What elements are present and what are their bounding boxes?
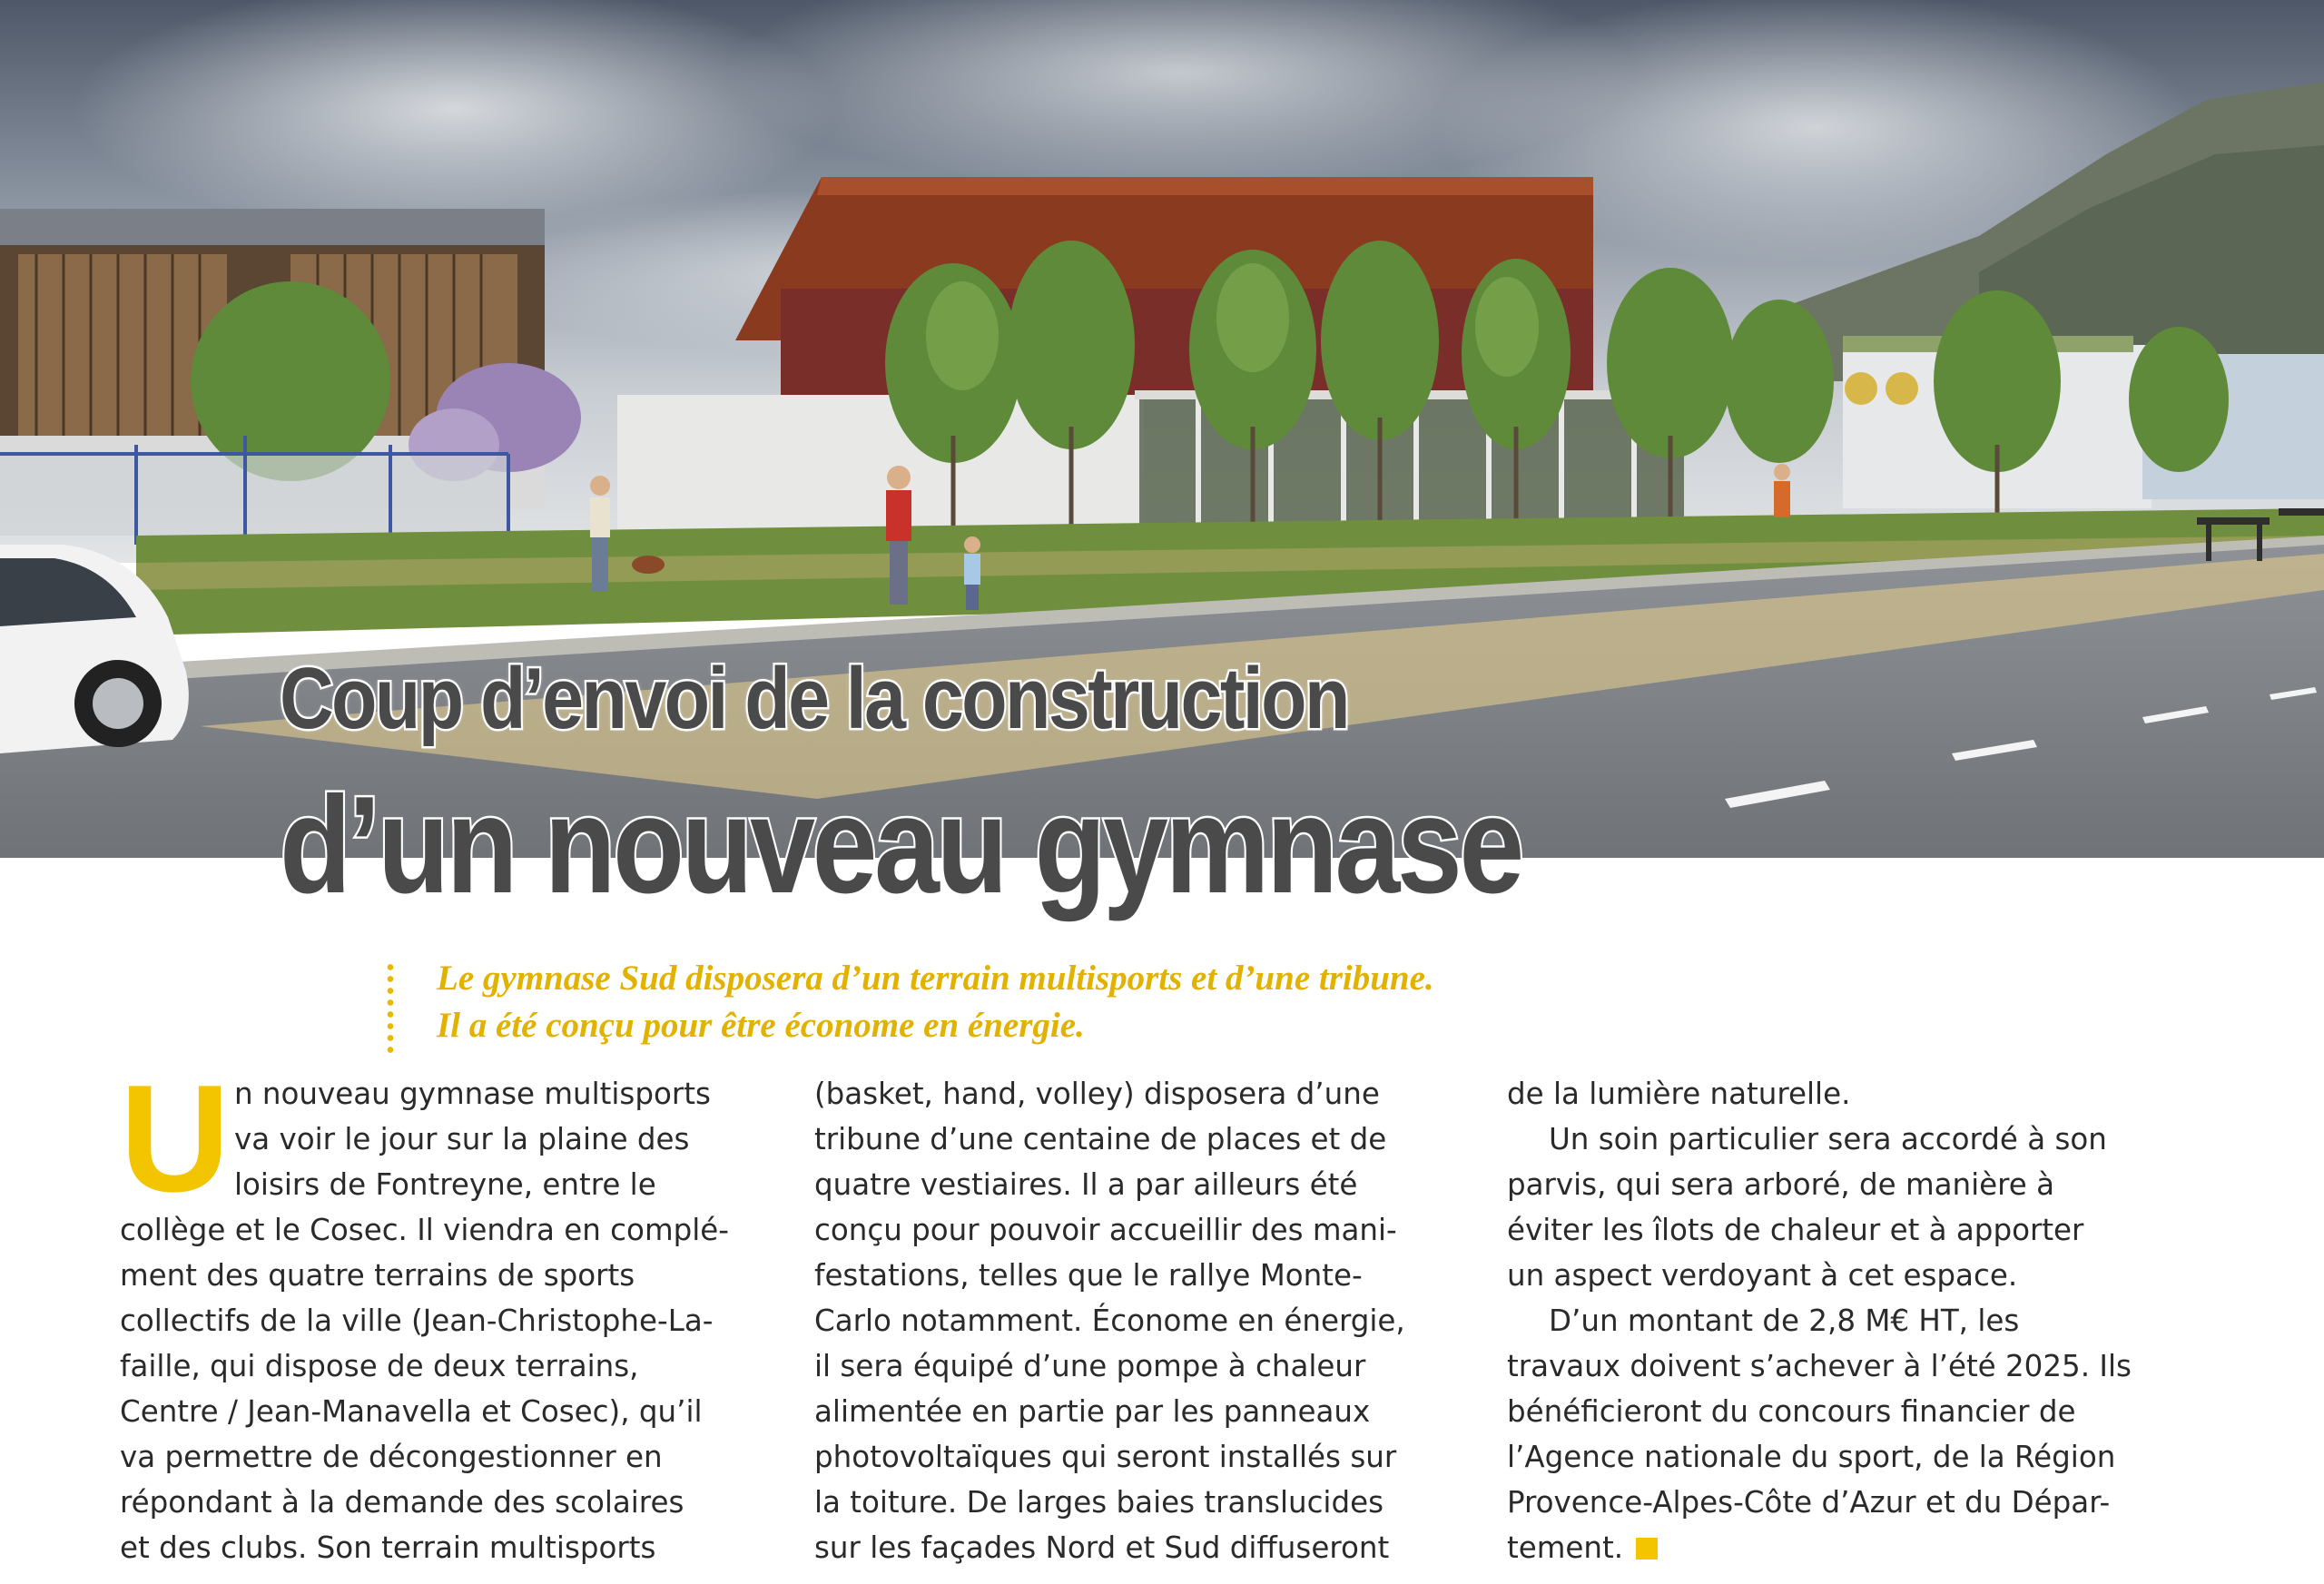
text-line: sur les façades Nord et Sud diffuseront: [814, 1530, 1390, 1565]
text-line: faille, qui dispose de deux terrains,: [120, 1349, 639, 1383]
text-line: tribune d’une centaine de places et de: [814, 1122, 1387, 1156]
text-line: l’Agence nationale du sport, de la Région: [1507, 1440, 2116, 1474]
text-line: ment des quatre terrains de sports: [120, 1258, 635, 1293]
text-line: festations, telles que le rallye Monte-: [814, 1258, 1363, 1293]
text-line: Provence-Alpes-Côte d’Azur et du Dépar-: [1507, 1485, 2111, 1520]
text-line: alimentée en partie par les panneaux: [814, 1394, 1371, 1429]
chapeau-line-2: Il a été conçu pour être économe en énergie.: [437, 1006, 1085, 1045]
headline-line-1: Coup d’envoi de la construction: [280, 650, 1348, 747]
text-line: bénéficieront du concours financier de: [1507, 1394, 2076, 1429]
text-line: Centre / Jean-Manavella et Cosec), qu’il: [120, 1394, 703, 1429]
text-line: va voir le jour sur la plaine des: [234, 1122, 690, 1156]
text-line: travaux doivent s’achever à l’été 2025. Ils: [1507, 1349, 2132, 1383]
text-line: un aspect verdoyant à cet espace.: [1507, 1258, 2018, 1293]
text-line: parvis, qui sera arboré, de manière à: [1507, 1167, 2055, 1202]
text-line: éviter les îlots de chaleur et à apporter: [1507, 1213, 2084, 1247]
article-column-2: [814, 1071, 1450, 1570]
text-line: quatre vestiaires. Il a par ailleurs été: [814, 1167, 1358, 1202]
headline-line-2: d’un nouveau gymnase: [280, 768, 1521, 922]
text-line: va permettre de décongestionner en: [120, 1440, 663, 1474]
article-column-1: [120, 1053, 773, 1570]
fence: [0, 454, 508, 536]
text-line: Carlo notamment. Économe en énergie,: [814, 1304, 1405, 1338]
text-line: Un soin particulier sera accordé à son: [1549, 1122, 2107, 1156]
text-line: n nouveau gymnase multisports: [234, 1077, 711, 1111]
text-line: D’un montant de 2,8 M€ HT, les: [1549, 1304, 2020, 1338]
text-line: la toiture. De larges baies translucides: [814, 1485, 1384, 1520]
text-line: loisirs de Fontreyne, entre le: [234, 1167, 656, 1202]
drop-cap: U: [120, 1053, 231, 1224]
text-line: collège et le Cosec. Il viendra en complé-: [120, 1213, 729, 1247]
article-column-3: [1507, 1071, 2142, 1570]
text-line: (basket, hand, volley) disposera d’une: [814, 1077, 1380, 1111]
text-line: il sera équipé d’une pompe à chaleur: [814, 1349, 1366, 1383]
article-last-line: [1507, 1525, 2142, 1570]
end-of-article-square-icon: [1636, 1538, 1658, 1559]
text-line: répondant à la demande des scolaires: [120, 1485, 684, 1520]
text-line: conçu pour pouvoir accueillir des mani-: [814, 1213, 1397, 1247]
text-line: collectifs de la ville (Jean-Christophe-La-: [120, 1304, 714, 1338]
text-line: de la lumière naturelle.: [1507, 1077, 1851, 1111]
dotted-rule: [386, 961, 395, 1056]
text-line: et des clubs. Son terrain multisports: [120, 1530, 656, 1565]
text-line: photovoltaïques qui seront installés sur: [814, 1440, 1397, 1474]
chapeau-line-1: Le gymnase Sud disposera d’un terrain multisports et d’une tribune.: [437, 959, 1434, 998]
text-line: tement.: [1507, 1530, 1624, 1565]
